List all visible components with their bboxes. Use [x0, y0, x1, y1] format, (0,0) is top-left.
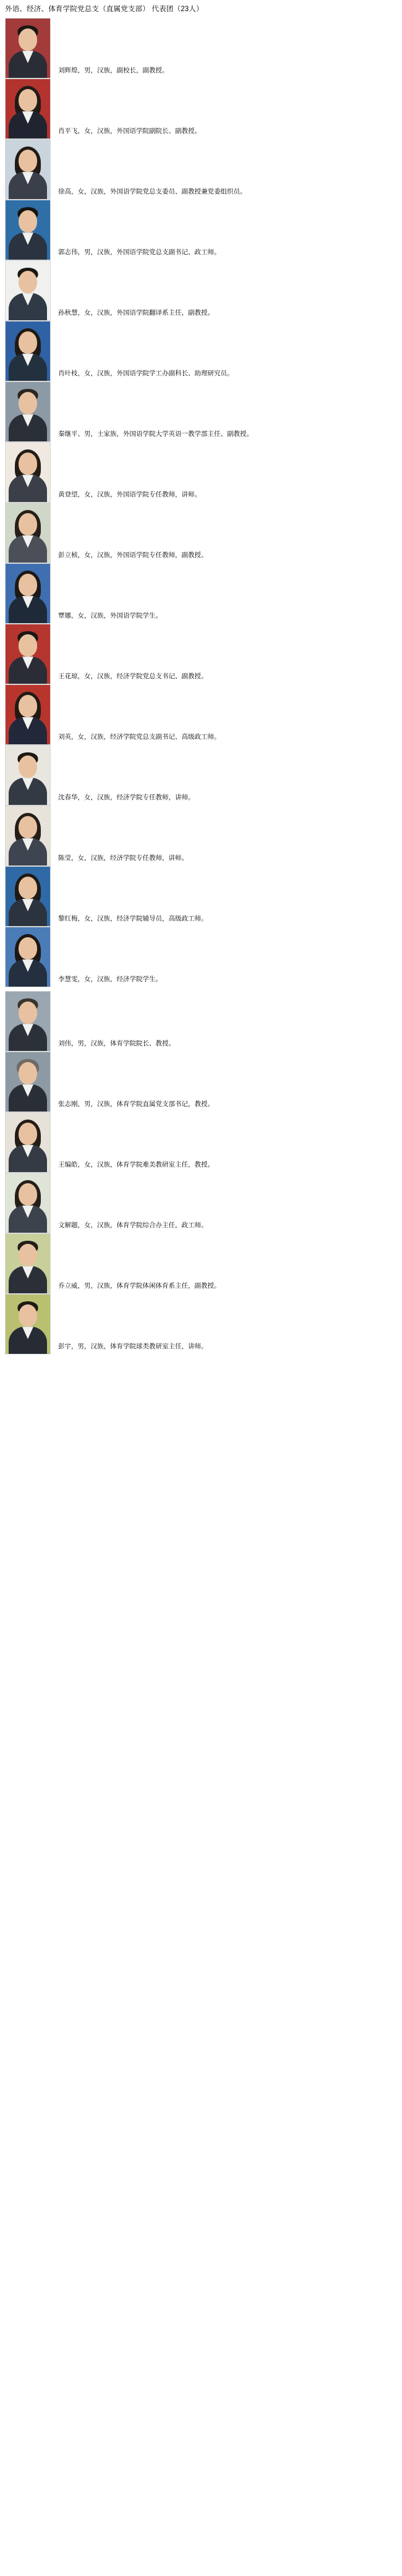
portrait-face — [19, 210, 37, 232]
portrait-face — [19, 1304, 37, 1327]
portrait-face — [19, 634, 37, 657]
photo-column — [0, 260, 52, 321]
portrait-qiao-liwei — [5, 1233, 51, 1294]
member-caption — [52, 308, 402, 321]
portrait-chen-ying — [5, 806, 51, 866]
portrait-face — [19, 1183, 37, 1205]
member-caption-text: 黄登望，女，汉族，外国语学院专任教师，讲师。 — [58, 491, 201, 499]
portrait-face — [19, 513, 37, 535]
photo-column — [0, 991, 52, 1052]
roster-entry — [0, 139, 402, 200]
member-caption-text: 肖叶枝，女，汉族，外国语学院学工办副科长、助理研究员。 — [58, 370, 234, 378]
member-caption — [52, 66, 402, 79]
portrait-face — [19, 1062, 37, 1084]
member-caption-text: 李慧雯，女，汉族，经济学院学生。 — [58, 976, 162, 984]
roster-entry — [0, 1173, 402, 1233]
portrait-face — [19, 89, 37, 111]
portrait-sun-qiuhui — [5, 260, 51, 321]
member-caption-text: 王编皓，女，汉族，体育学院难美教研室主任，教授。 — [58, 1161, 214, 1169]
member-caption — [52, 1342, 402, 1354]
portrait-face — [19, 937, 37, 959]
member-caption-text: 刘辉煌，男，汉族，副校长，副教授。 — [58, 67, 169, 75]
portrait-li-hongmei — [5, 866, 51, 927]
member-caption-text: 张志刚，男，汉族，体育学院直属党支部书记，教授。 — [58, 1100, 214, 1108]
roster-entry — [0, 927, 402, 987]
member-caption-text: 彭立桢，女，汉族，外国语学院专任教师，副教授。 — [58, 551, 208, 559]
photo-column — [0, 563, 52, 624]
delegation-roster — [0, 18, 402, 1354]
portrait-li-huiwen — [5, 927, 51, 987]
member-caption-text: 陈莹，女，汉族，经济学院专任教师，讲师。 — [58, 854, 188, 862]
photo-column — [0, 1052, 52, 1112]
roster-entry — [0, 624, 402, 684]
roster-entry — [0, 1233, 402, 1294]
member-caption-text: 黎红梅，女，汉族，经济学院辅导员，高级政工师。 — [58, 915, 208, 923]
portrait-huang-dengwang — [5, 442, 51, 503]
member-caption — [52, 733, 402, 745]
portrait-liu-wei — [5, 991, 51, 1052]
member-caption-text: 彭宇，男，汉族，体育学院球类教研室主任，讲师。 — [58, 1343, 208, 1351]
portrait-wang-huaqiong — [5, 624, 51, 684]
portrait-xu-gao — [5, 139, 51, 200]
photo-column — [0, 624, 52, 684]
member-caption-text: 乔立威，男，汉族，体育学院体闲体育系主任，副教授。 — [58, 1282, 221, 1290]
member-caption-text: 沈春华，女，汉族，经济学院专任教师，讲师。 — [58, 794, 195, 802]
portrait-liu-huihuang — [5, 18, 51, 79]
roster-entry — [0, 442, 402, 503]
photo-column — [0, 139, 52, 200]
portrait-xiao-yezhi — [5, 321, 51, 381]
member-caption — [52, 430, 402, 442]
portrait-face — [19, 150, 37, 172]
photo-column — [0, 442, 52, 503]
member-caption — [52, 1039, 402, 1052]
roster-entry — [0, 991, 402, 1052]
member-caption — [52, 854, 402, 866]
photo-column — [0, 1294, 52, 1354]
photo-column — [0, 866, 52, 927]
member-caption — [52, 914, 402, 927]
photo-column — [0, 745, 52, 806]
roster-entry — [0, 563, 402, 624]
portrait-shen-chunhua — [5, 745, 51, 806]
portrait-face — [19, 1001, 37, 1024]
member-caption — [52, 369, 402, 381]
portrait-face — [19, 816, 37, 838]
roster-entry — [0, 866, 402, 927]
roster-entry — [0, 503, 402, 563]
member-caption — [52, 551, 402, 563]
roster-entry — [0, 806, 402, 866]
member-caption-text: 肖平飞，女，汉族，外国语学院副院长、副教授。 — [58, 127, 201, 135]
photo-column — [0, 684, 52, 745]
member-caption-text: 徐高，女，汉族，外国语学院党总支委员、副教授兼党委组织员。 — [58, 188, 247, 196]
portrait-face — [19, 877, 37, 899]
photo-column — [0, 1173, 52, 1233]
member-caption-text: 秦继平、男，土家族，外国语学院大学英语一教学部主任、副教授。 — [58, 430, 253, 438]
roster-entry — [0, 381, 402, 442]
portrait-wen-jieti — [5, 1173, 51, 1233]
portrait-face — [19, 331, 37, 354]
portrait-liu-ying — [5, 684, 51, 745]
portrait-face — [19, 1123, 37, 1145]
member-caption — [52, 490, 402, 503]
portrait-qin-na — [5, 563, 51, 624]
photo-column — [0, 79, 52, 139]
portrait-face — [19, 1244, 37, 1266]
portrait-peng-lizhen — [5, 503, 51, 563]
photo-column — [0, 381, 52, 442]
member-caption — [52, 1282, 402, 1294]
member-caption — [52, 672, 402, 684]
member-caption-text: 刘伟，男，汉族，体育学院院长、教授。 — [58, 1040, 175, 1048]
member-caption-text: 孙秋慧，女，汉族，外国语学院翻译系主任，副教授。 — [58, 309, 214, 317]
portrait-face — [19, 271, 37, 293]
member-caption — [52, 975, 402, 987]
photo-column — [0, 200, 52, 260]
photo-column — [0, 927, 52, 987]
portrait-face — [19, 392, 37, 414]
member-caption — [52, 1160, 402, 1173]
portrait-peng-yu — [5, 1294, 51, 1354]
member-caption — [52, 248, 402, 260]
photo-column — [0, 806, 52, 866]
member-caption-text: 文解题，女，汉族，体育学院综合办主任，政工师。 — [58, 1222, 208, 1230]
portrait-wang-bianhao — [5, 1112, 51, 1173]
portrait-zhang-zhigang — [5, 1052, 51, 1112]
member-caption — [52, 1221, 402, 1233]
member-caption-text: 覃娜，女，汉族，外国语学院学生。 — [58, 612, 162, 620]
portrait-face — [19, 574, 37, 596]
page-title: 外语、经济、体育学院党总支（直属党支部） 代表团（23人） — [5, 6, 203, 13]
roster-entry — [0, 260, 402, 321]
roster-entry — [0, 1052, 402, 1112]
portrait-face — [19, 28, 37, 51]
member-caption — [52, 793, 402, 806]
photo-column — [0, 18, 52, 79]
member-caption — [52, 127, 402, 139]
roster-entry — [0, 1112, 402, 1173]
portrait-xiao-pingfei — [5, 79, 51, 139]
member-caption — [52, 1100, 402, 1112]
member-caption-text: 刘英，女，汉族，经济学院党总支副书记、高级政工师。 — [58, 733, 221, 741]
roster-entry — [0, 18, 402, 79]
member-caption — [52, 611, 402, 624]
member-caption — [52, 187, 402, 200]
roster-entry — [0, 79, 402, 139]
member-caption-text: 郭志伟，男，汉族，外国语学院党总支副书记、政工师。 — [58, 249, 221, 257]
roster-entry — [0, 200, 402, 260]
roster-entry — [0, 1294, 402, 1354]
photo-column — [0, 503, 52, 563]
roster-entry — [0, 321, 402, 381]
photo-column — [0, 1112, 52, 1173]
roster-entry — [0, 745, 402, 806]
portrait-face — [19, 695, 37, 717]
portrait-face — [19, 755, 37, 778]
photo-column — [0, 321, 52, 381]
member-caption-text: 王花琼，女，汉族，经济学院党总支书记、副教授。 — [58, 673, 208, 681]
roster-entry — [0, 684, 402, 745]
portrait-guo-zhiwei — [5, 200, 51, 260]
portrait-qin-jiping — [5, 381, 51, 442]
photo-column — [0, 1233, 52, 1294]
portrait-face — [19, 453, 37, 475]
